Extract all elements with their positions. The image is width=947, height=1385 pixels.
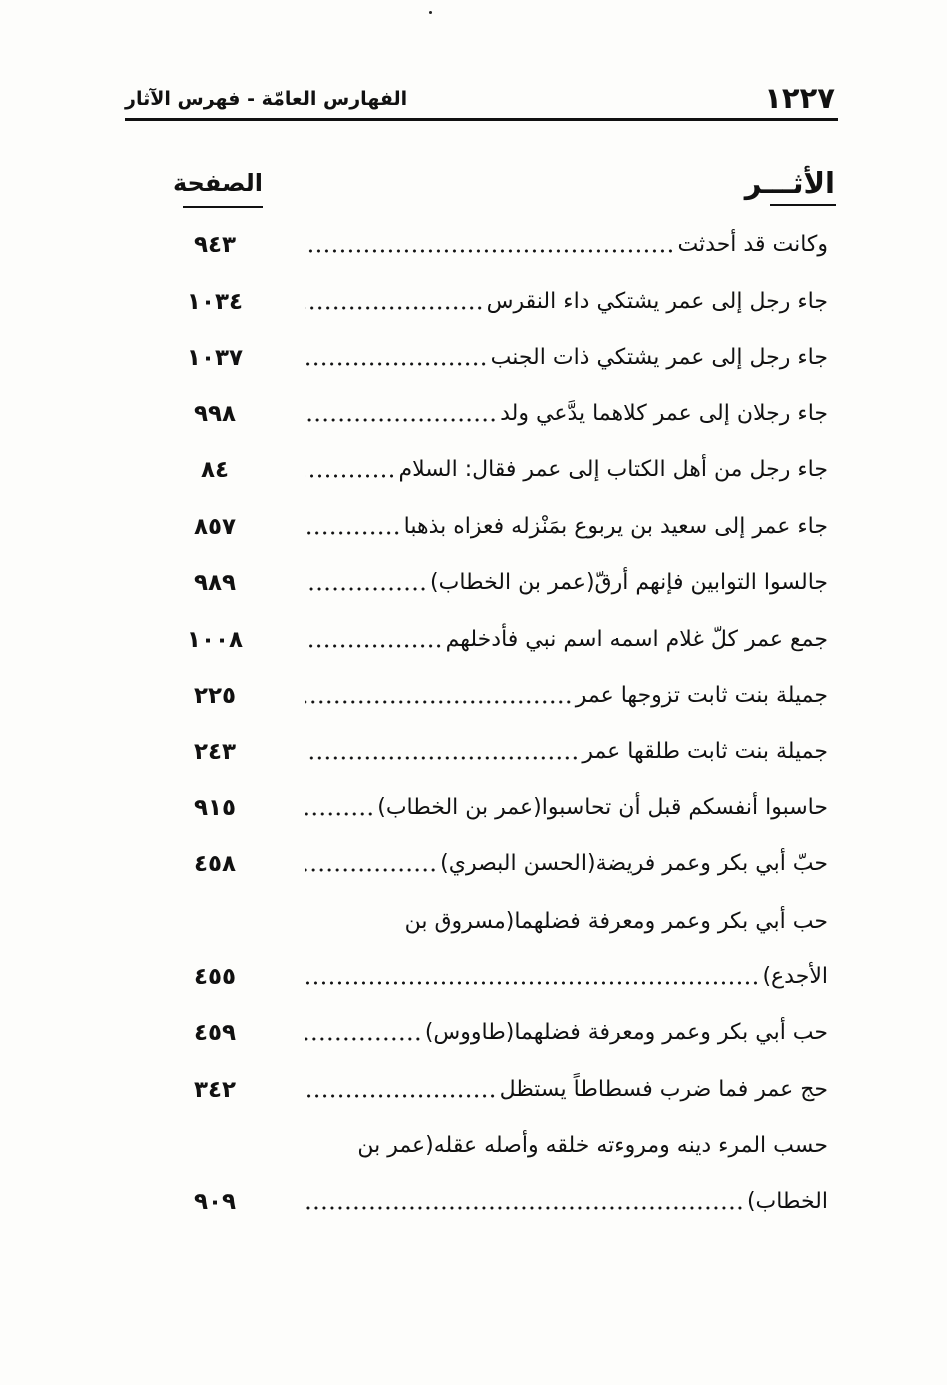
dot-leader — [305, 530, 401, 536]
entry-line — [305, 1126, 828, 1166]
index-entry — [0, 394, 947, 434]
entry-text: حب أبي بكر وعمر ومعرفة فضلهما(طاووس) — [424, 1020, 828, 1045]
index-entry — [0, 844, 947, 884]
index-entry-continuation — [0, 957, 947, 997]
entry-line — [305, 1013, 828, 1053]
page-reference: ٢٤٣ — [193, 739, 237, 765]
page-reference: ٣٤٢ — [193, 1077, 237, 1103]
entry-line — [305, 788, 828, 828]
dot-leader — [305, 1036, 422, 1042]
entry-text: جاء رجلان إلى عمر كلاهما يدَّعي ولد — [500, 401, 828, 426]
page-reference: ٩١٥ — [193, 795, 237, 821]
entry-text: حب أبي بكر وعمر ومعرفة فضلهما(مسروق بن — [404, 909, 828, 934]
index-entry — [0, 1126, 947, 1166]
entry-text: جاء رجل من أهل الكتاب إلى عمر فقال: السلام — [398, 457, 828, 482]
column-heading-underline — [770, 204, 836, 206]
index-entry — [0, 563, 947, 603]
entry-text: الأجدع) — [762, 964, 828, 989]
dot-leader — [305, 811, 374, 817]
dot-leader — [305, 867, 437, 873]
index-entry — [0, 282, 947, 322]
dot-leader — [305, 980, 759, 986]
column-heading-page: الصفحة — [172, 169, 263, 197]
entry-text: جاء رجل إلى عمر يشتكي ذات الجنب — [490, 345, 828, 370]
dot-leader — [305, 417, 497, 423]
entry-line — [305, 732, 828, 772]
entry-line — [305, 620, 828, 660]
dot-leader — [305, 305, 484, 311]
entry-line — [305, 450, 828, 490]
dot-leader — [305, 643, 443, 649]
index-entry — [0, 620, 947, 660]
entry-text: جمع عمر كلّ غلام اسمه اسم نبي فأدخلهم — [445, 627, 828, 652]
dot-leader — [305, 755, 579, 761]
index-entry — [0, 676, 947, 716]
entry-line — [305, 225, 828, 265]
entry-line — [305, 394, 828, 434]
entry-line — [305, 902, 828, 942]
index-entry — [0, 450, 947, 490]
page-reference: ١٠٣٧ — [186, 345, 244, 371]
entry-line — [305, 507, 828, 547]
entry-text: جاء عمر إلى سعيد بن يربوع بمَنْزله فعزاه بذهبا — [403, 514, 828, 539]
page-reference: ٤٥٥ — [193, 964, 237, 990]
entry-text: حسب المرء دينه ومروءته خلقه وأصله عقله(عمر بن — [357, 1133, 828, 1158]
entry-line — [305, 282, 828, 322]
page-reference: ٤٥٩ — [193, 1020, 237, 1046]
index-entry — [0, 338, 947, 378]
dot-leader — [305, 248, 674, 254]
entry-text: جالسوا التوابين فإنهم أرقّ(عمر بن الخطاب) — [430, 570, 828, 595]
page-reference: ٩٩٨ — [193, 401, 237, 427]
entry-line — [305, 563, 828, 603]
entry-text: جميلة بنت ثابت طلقها عمر — [582, 739, 828, 764]
index-entry — [0, 732, 947, 772]
entry-line — [305, 338, 828, 378]
column-heading-athar: الأثـــر — [744, 166, 835, 200]
page-reference: ٤٥٨ — [193, 851, 237, 877]
entry-text: جميلة بنت ثابت تزوجها عمر — [575, 683, 828, 708]
page-number: ١٢٢٧ — [764, 81, 835, 115]
entry-text: وكانت قد أحدثت — [677, 232, 828, 257]
entry-line — [305, 676, 828, 716]
page-reference: ٨٥٧ — [193, 514, 237, 540]
index-entry-continuation — [0, 1182, 947, 1222]
entry-text: الخطاب) — [746, 1189, 828, 1214]
scan-speck — [429, 11, 432, 14]
page-reference: ٩٤٣ — [193, 232, 237, 258]
entry-text: حبّ أبي بكر وعمر فريضة(الحسن البصري) — [440, 851, 828, 876]
header-rule — [125, 118, 838, 121]
entry-line — [305, 1070, 828, 1110]
entry-text: جاء رجل إلى عمر يشتكي داء النقرس — [486, 289, 828, 314]
dot-leader — [305, 361, 488, 367]
page-reference: ٢٢٥ — [193, 683, 237, 709]
index-entry — [0, 225, 947, 265]
page-reference: ٨٤ — [200, 457, 230, 483]
index-entry — [0, 902, 947, 942]
page-reference: ٩٨٩ — [193, 570, 237, 596]
page-reference: ١٠٠٨ — [186, 627, 244, 653]
index-entry — [0, 1013, 947, 1053]
dot-leader — [305, 699, 573, 705]
page-reference: ١٠٣٤ — [186, 289, 244, 315]
running-title: الفهارس العامّة - فهرس الآثار — [125, 88, 408, 110]
index-entry — [0, 1070, 947, 1110]
page-reference: ٩٠٩ — [193, 1189, 237, 1215]
index-entry — [0, 788, 947, 828]
dot-leader — [305, 473, 396, 479]
entry-line — [305, 1182, 828, 1222]
column-heading-underline — [183, 206, 263, 208]
entry-line — [305, 844, 828, 884]
entry-line — [305, 957, 828, 997]
entry-text: حج عمر فما ضرب فسطاطاً يستظل — [499, 1077, 828, 1102]
dot-leader — [305, 1093, 497, 1099]
dot-leader — [305, 586, 427, 592]
dot-leader — [305, 1205, 744, 1211]
entry-text: حاسبوا أنفسكم قبل أن تحاسبوا(عمر بن الخطاب) — [377, 795, 828, 820]
index-entry — [0, 507, 947, 547]
